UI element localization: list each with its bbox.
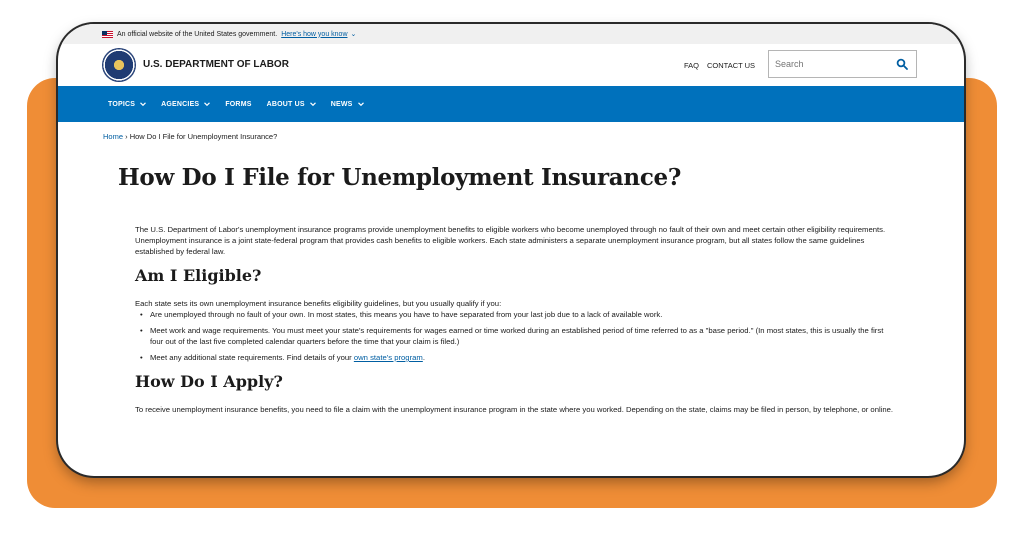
nav-item-about-us[interactable] bbox=[267, 101, 316, 108]
main-nav bbox=[58, 86, 964, 122]
dol-seal-logo[interactable] bbox=[103, 49, 135, 81]
intro-paragraph: Unemployment insurance is a joint state-federal program that provides cash benefits to eligible workers. Each state administers a separate unemployment insurance program, but all states follow the same guidelines established by federal law. bbox=[135, 236, 865, 256]
intro-paragraph: The U.S. Department of Labor's unemployment insurance programs provide unemployment benefits to eligible workers who become unemployed through no fault of their own and meet certain other eligibility requirements. bbox=[135, 225, 886, 234]
main-content bbox=[135, 224, 895, 415]
list-item-end: . bbox=[422, 353, 425, 362]
eligibility-list bbox=[135, 309, 895, 363]
search-box bbox=[768, 50, 917, 78]
chevron-down-icon bbox=[358, 101, 364, 107]
chevron-down-icon[interactable]: ⌄ bbox=[350, 31, 357, 38]
nav-item-label: FORMS bbox=[225, 100, 252, 108]
list-item-text: Meet any additional state requirements. Find details of your bbox=[150, 353, 352, 362]
nav-item-label: NEWS bbox=[330, 100, 353, 108]
us-flag-icon bbox=[102, 31, 113, 38]
nav-item-label: AGENCIES bbox=[161, 100, 200, 108]
faq-link[interactable]: FAQ bbox=[684, 61, 700, 70]
chevron-down-icon bbox=[204, 101, 210, 107]
list-item: • Are unemployed through no fault of your own. In most states, this means you have to have separated from your last job due to a lack of available work. bbox=[150, 309, 895, 320]
list-item bbox=[150, 352, 895, 363]
breadcrumb-separator: › bbox=[125, 132, 128, 141]
list-item: • Meet work and wage requirements. You must meet your state's requirements for wages earned or time worked during an established period of time referred to as a "base period." (In most states, this is usually the first four out of the last five completed calendar quarters before the time that your claim is filed.) bbox=[150, 325, 895, 347]
eligible-intro: Each state sets its own unemployment insurance benefits eligibility guidelines, but you usually qualify if you: bbox=[135, 299, 502, 308]
gov-banner bbox=[58, 24, 964, 44]
search-input[interactable] bbox=[769, 51, 879, 77]
own-state-program-link[interactable]: own state's program bbox=[353, 353, 423, 362]
nav-item-forms[interactable] bbox=[225, 101, 251, 108]
breadcrumb-current: How Do I File for Unemployment Insurance? bbox=[129, 132, 278, 141]
page-title: How Do I File for Unemployment Insurance? bbox=[118, 164, 682, 191]
gov-banner-text: An official website of the United States government. bbox=[117, 30, 278, 38]
apply-heading: How Do I Apply? bbox=[135, 372, 283, 391]
apply-paragraph: To receive unemployment insurance benefits, you need to file a claim with the unemployment insurance program in the state where you worked. Depending on the state, claims may be filed in person, by telephone, or online. bbox=[135, 405, 894, 414]
breadcrumb-home-link[interactable]: Home bbox=[103, 132, 124, 141]
search-icon[interactable] bbox=[896, 58, 908, 70]
chevron-down-icon bbox=[310, 101, 316, 107]
breadcrumb bbox=[103, 132, 277, 141]
nav-item-news[interactable] bbox=[331, 101, 364, 108]
eligible-heading: Am I Eligible? bbox=[135, 266, 262, 285]
contact-us-link[interactable]: CONTACT US bbox=[707, 61, 756, 70]
nav-item-label: ABOUT US bbox=[266, 100, 305, 108]
chevron-down-icon bbox=[140, 101, 146, 107]
nav-item-topics[interactable] bbox=[108, 101, 146, 108]
site-header bbox=[58, 44, 964, 86]
browser-window bbox=[58, 24, 964, 476]
agency-name[interactable]: U.S. DEPARTMENT OF LABOR bbox=[143, 59, 289, 70]
nav-item-label: TOPICS bbox=[108, 100, 136, 108]
heres-how-you-know-link[interactable]: Here's how you know bbox=[281, 30, 348, 38]
nav-item-agencies[interactable] bbox=[161, 101, 210, 108]
